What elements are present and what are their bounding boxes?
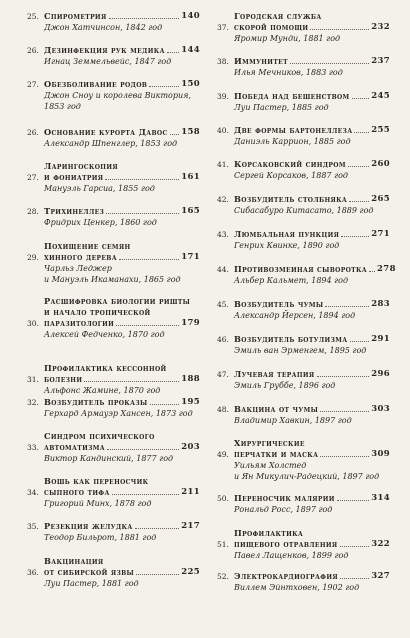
dot-leader xyxy=(136,574,179,575)
entry-number: 27. xyxy=(27,80,39,89)
entry-title-line: и начало тропической xyxy=(44,307,151,317)
entry-number: 38. xyxy=(217,57,229,66)
entry-author: Мануэль Гарсиа, 1855 год xyxy=(44,184,155,193)
entry-author: Джон Хатчинсон, 1842 год xyxy=(44,23,163,32)
entry-author: Эмиль ван Эрменгем, 1895 год xyxy=(234,346,367,355)
entry-number: 52. xyxy=(217,572,229,581)
toc-entry[interactable] xyxy=(27,206,200,228)
entry-title-line: паразитологии xyxy=(44,318,115,328)
entry-title-line: Дезинфекция рук медика xyxy=(44,45,165,55)
entry-title-line: сыпного тифа xyxy=(44,487,110,497)
dot-leader xyxy=(341,236,369,237)
entry-title-line: Переносчик малярии xyxy=(234,493,335,503)
entry-number: 30. xyxy=(27,319,39,328)
dot-leader xyxy=(325,306,369,307)
page-number: 217 xyxy=(181,521,200,531)
entry-title-line: Спирометрия xyxy=(44,11,107,21)
page-number: 211 xyxy=(181,487,200,497)
entry-author: Генрих Квинке, 1890 год xyxy=(234,241,340,250)
entry-author: Александр Йерсен, 1894 год xyxy=(234,311,356,320)
entry-number: 44. xyxy=(217,265,229,274)
entry-title-line: Возбудитель проказы xyxy=(44,397,148,407)
toc-entry[interactable] xyxy=(217,493,390,515)
entry-number: 26. xyxy=(27,46,39,55)
entry-author: Яромир Мунди, 1881 год xyxy=(234,34,341,43)
entry-title-line: хинного дерева xyxy=(44,252,117,262)
page-number: 260 xyxy=(371,159,390,169)
entry-number: 49. xyxy=(217,450,229,459)
page-number: 327 xyxy=(371,571,390,581)
entry-number: 41. xyxy=(217,160,229,169)
entry-author: Фридрих Ценкер, 1860 год xyxy=(44,218,157,227)
entry-title-line: Обезболивание родов xyxy=(44,79,148,89)
entry-title-line: Победа над бешенством xyxy=(234,91,350,101)
entry-title-line: перчатки и маска xyxy=(234,449,319,459)
entry-title-line: пищевого отравления xyxy=(234,539,338,549)
page-number: 188 xyxy=(181,374,200,384)
entry-title-line: Люмбальная пункция xyxy=(234,229,340,239)
toc-entry[interactable] xyxy=(27,45,200,67)
entry-author: Уильям Холстед xyxy=(234,461,307,470)
entry-number: 46. xyxy=(217,335,229,344)
entry-author: и Ян Микулич-Радецкий, 1897 год xyxy=(234,472,380,481)
dot-leader xyxy=(109,18,180,19)
entry-author: Сибасабуро Китасато, 1889 год xyxy=(234,206,374,215)
page-number: 179 xyxy=(181,318,200,328)
toc-entry[interactable] xyxy=(217,438,390,482)
toc-entry[interactable] xyxy=(27,476,200,509)
page-number: 296 xyxy=(371,369,390,379)
toc-entry[interactable] xyxy=(217,11,390,44)
entry-title-line: Профилактика кессонной xyxy=(44,363,167,373)
entry-title-line: Основание курорта Давос xyxy=(44,127,168,137)
toc-entry[interactable] xyxy=(27,397,200,419)
toc-entry[interactable] xyxy=(27,296,200,340)
entry-title-line: Городская служба xyxy=(234,11,322,21)
entry-author: Сергей Корсаков, 1887 год xyxy=(234,171,348,180)
dot-leader xyxy=(149,86,179,87)
entry-number: 27. xyxy=(27,173,39,182)
toc-entry[interactable] xyxy=(27,556,200,589)
page-number: 150 xyxy=(181,79,200,89)
entry-number: 50. xyxy=(217,494,229,503)
entry-title-line: Резекция желудка xyxy=(44,521,133,531)
dot-leader xyxy=(290,63,369,64)
page-number: 232 xyxy=(371,22,390,32)
entry-author: Рональд Росс, 1897 год xyxy=(234,505,333,514)
page-number: 278 xyxy=(377,264,396,274)
entry-author: Виллем Эйнтховен, 1902 год xyxy=(234,583,360,592)
entry-number: 39. xyxy=(217,92,229,101)
entry-number: 51. xyxy=(217,540,229,549)
entry-author: Павел Лащенков, 1899 год xyxy=(234,551,349,560)
dot-leader xyxy=(107,449,179,450)
entry-author: Луи Пастер, 1881 год xyxy=(44,579,139,588)
entry-title-line: Корсаковский синдром xyxy=(234,159,346,169)
entry-number: 45. xyxy=(217,300,229,309)
page-number: 158 xyxy=(181,127,200,137)
entry-author: Александр Шпенглер, 1853 год xyxy=(44,139,178,148)
page-number: 140 xyxy=(181,11,200,21)
dot-leader xyxy=(340,546,370,547)
entry-author: Виктор Кандинский, 1877 год xyxy=(44,454,174,463)
entry-number: 25. xyxy=(27,12,39,21)
entry-author: Альфонс Жамине, 1870 год xyxy=(44,386,161,395)
entry-title-line: Иммунитет xyxy=(234,56,288,66)
entry-number: 29. xyxy=(27,253,39,262)
toc-entry[interactable] xyxy=(217,159,390,181)
entry-author: Владимир Хавкин, 1897 год xyxy=(234,416,352,425)
entry-title-line: Вакцинация xyxy=(44,556,104,566)
entry-number: 32. xyxy=(27,398,39,407)
entry-author: Эмиль Груббе, 1896 год xyxy=(234,381,336,390)
page-number: 309 xyxy=(371,449,390,459)
toc-entry[interactable] xyxy=(217,91,390,113)
entry-number: 36. xyxy=(27,568,39,577)
dot-leader xyxy=(320,411,369,412)
toc-entry[interactable] xyxy=(27,161,200,194)
dot-leader xyxy=(369,271,375,272)
toc-entry[interactable] xyxy=(217,528,390,561)
entry-author: Илья Мечников, 1883 год xyxy=(234,68,343,77)
dot-leader xyxy=(106,213,179,214)
dot-leader xyxy=(348,166,369,167)
toc-entry[interactable] xyxy=(217,194,390,216)
page-number: 237 xyxy=(371,56,390,66)
dot-leader xyxy=(119,259,179,260)
page-number: 171 xyxy=(181,252,200,262)
dot-leader xyxy=(84,381,179,382)
dot-leader xyxy=(317,376,370,377)
entry-author: и Мануэль Икаманахи, 1865 год xyxy=(44,275,181,284)
entry-title-line: Ларингоскопия xyxy=(44,161,118,171)
entry-title-line: Хирургические xyxy=(234,438,305,448)
entry-number: 35. xyxy=(27,522,39,531)
toc-entry[interactable] xyxy=(217,229,390,251)
toc-entry[interactable] xyxy=(217,56,390,78)
entry-author: 1853 год xyxy=(44,102,81,111)
entry-title-line: Возбудитель ботулизма xyxy=(234,334,348,344)
page-number: 144 xyxy=(181,45,200,55)
entry-number: 28. xyxy=(27,207,39,216)
entry-author: Григорий Минх, 1878 год xyxy=(44,499,152,508)
entry-author: Даниэль Каррион, 1885 год xyxy=(234,137,351,146)
toc-entry[interactable] xyxy=(217,571,390,593)
entry-number: 34. xyxy=(27,488,39,497)
entry-title-line: Возбудитель столбняка xyxy=(234,194,348,204)
toc-entry[interactable] xyxy=(27,241,200,285)
dot-leader xyxy=(310,29,369,30)
toc-entry[interactable] xyxy=(217,125,390,147)
entry-number: 37. xyxy=(217,23,229,32)
entry-title-line: Две формы бартонеллеза xyxy=(234,125,353,135)
entry-title-line: от сибирской язвы xyxy=(44,567,135,577)
toc-entry[interactable] xyxy=(217,334,390,356)
dot-leader xyxy=(116,325,179,326)
page-number: 245 xyxy=(371,91,390,101)
entry-number: 47. xyxy=(217,370,229,379)
entry-title-line: скорой помощи xyxy=(234,22,309,32)
dot-leader xyxy=(340,578,369,579)
entry-title-line: Похищение семян xyxy=(44,241,131,251)
page-number: 165 xyxy=(181,206,200,216)
entry-number: 31. xyxy=(27,375,39,384)
page-number: 283 xyxy=(371,299,390,309)
dot-leader xyxy=(150,404,180,405)
entry-number: 40. xyxy=(217,126,229,135)
entry-title-line: и фониатрия xyxy=(44,172,104,182)
toc-entry[interactable] xyxy=(217,299,390,321)
page-number: 255 xyxy=(371,125,390,135)
dot-leader xyxy=(105,179,179,180)
entry-number: 43. xyxy=(217,230,229,239)
entry-title-line: Вакцина от чумы xyxy=(234,404,319,414)
page-number: 203 xyxy=(181,442,200,452)
toc-entry[interactable] xyxy=(27,363,200,396)
entry-title-line: Профилактика xyxy=(234,528,304,538)
toc-entry[interactable] xyxy=(27,127,200,149)
dot-leader xyxy=(112,494,180,495)
entry-title-line: Электрокардиография xyxy=(234,571,338,581)
dot-leader xyxy=(170,134,180,135)
entry-author: Игнац Земмельвейс, 1847 год xyxy=(44,57,172,66)
entry-number: 48. xyxy=(217,405,229,414)
entry-title-line: Вошь как переносчик xyxy=(44,476,149,486)
toc-entry[interactable] xyxy=(217,404,390,426)
entry-author: Луи Пастер, 1885 год xyxy=(234,103,329,112)
page-number: 291 xyxy=(371,334,390,344)
page-number: 314 xyxy=(371,493,390,503)
entry-title-line: Трихинеллез xyxy=(44,206,105,216)
page-number: 265 xyxy=(371,194,390,204)
entry-author: Джон Сноу и королева Виктория, xyxy=(44,91,191,100)
entry-number: 33. xyxy=(27,443,39,452)
entry-author: Герхард Армауэр Хансен, 1873 год xyxy=(44,409,193,418)
page-number: 195 xyxy=(181,397,200,407)
dot-leader xyxy=(350,341,370,342)
toc-entry[interactable] xyxy=(217,264,396,286)
entry-title-line: Противозмеиная сыворотка xyxy=(234,264,368,274)
page-number: 161 xyxy=(181,172,200,182)
dot-leader xyxy=(320,456,369,457)
dot-leader xyxy=(167,52,179,53)
page-number: 271 xyxy=(371,229,390,239)
entry-title-line: Расшифровка биологии ришты xyxy=(44,296,191,306)
entry-author: Алексей Федченко, 1870 год xyxy=(44,330,165,339)
entry-title-line: Возбудитель чумы xyxy=(234,299,324,309)
entry-title-line: Лучевая терапия xyxy=(234,369,315,379)
entry-title-line: Синдром психического xyxy=(44,431,155,441)
entry-author: Альбер Кальмет, 1894 год xyxy=(234,276,349,285)
page-number: 225 xyxy=(181,567,200,577)
toc-entry[interactable] xyxy=(27,79,200,112)
page-number: 303 xyxy=(371,404,390,414)
dot-leader xyxy=(135,528,180,529)
entry-title-line: болезни xyxy=(44,374,83,384)
toc-entry[interactable] xyxy=(27,521,200,543)
toc-entry[interactable] xyxy=(27,11,200,33)
dot-leader xyxy=(354,132,369,133)
entry-author: Чарльз Леджер xyxy=(44,264,112,273)
dot-leader xyxy=(337,500,369,501)
entry-title-line: автоматизма xyxy=(44,442,106,452)
page-number: 322 xyxy=(371,539,390,549)
entry-number: 42. xyxy=(217,195,229,204)
toc-entry[interactable] xyxy=(217,369,390,391)
dot-leader xyxy=(349,201,369,202)
entry-number: 26. xyxy=(27,128,39,137)
dot-leader xyxy=(352,98,370,99)
toc-entry[interactable] xyxy=(27,431,200,464)
entry-author: Теодор Бильрот, 1881 год xyxy=(44,533,157,542)
